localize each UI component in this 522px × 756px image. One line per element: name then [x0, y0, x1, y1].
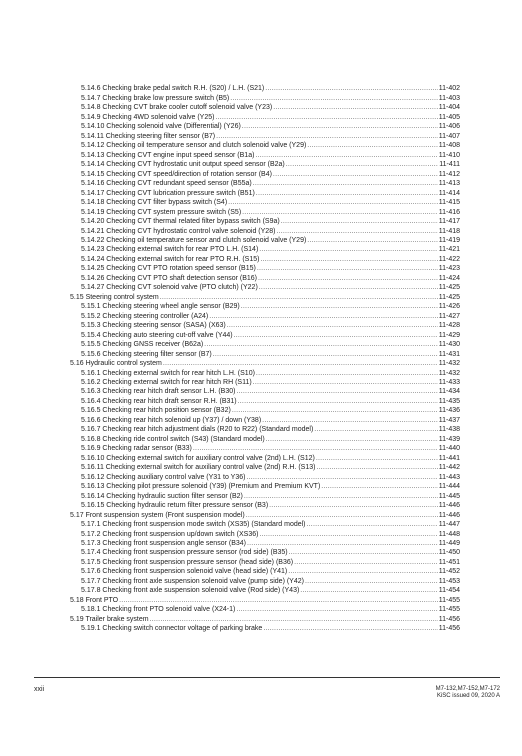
toc-entry-page: 11-426: [438, 303, 460, 311]
toc-leader-dots: [300, 586, 437, 595]
toc-entry-page: 11-422: [438, 255, 460, 263]
toc-entry[interactable]: [70, 387, 460, 396]
toc-leader-dots: [260, 255, 437, 264]
toc-entry-title: 5.16 Hydraulic control system: [70, 360, 162, 368]
toc-leader-dots: [247, 539, 438, 548]
toc-leader-dots: [316, 463, 437, 472]
footer-page-number: xxii: [34, 686, 45, 693]
toc-leader-dots: [209, 312, 437, 321]
toc-entry-title: 5.14.27 Checking CVT solenoid valve (PTO clutch) (Y22): [81, 284, 258, 292]
toc-leader-dots: [256, 369, 438, 378]
toc-leader-dots: [314, 425, 437, 434]
toc-entry-page: 11-439: [438, 435, 460, 443]
toc-entry-title: 5.19.1 Checking switch connector voltage of parking brake: [81, 625, 263, 633]
toc-entry-title: 5.18 Front PTO: [70, 596, 119, 604]
toc-entry-page: 11-421: [438, 246, 460, 254]
toc-leader-dots: [246, 473, 437, 482]
toc-entry-title: 5.15.1 Checking steering wheel angle sensor (B29): [81, 303, 240, 311]
toc-entry-title: 5.16.6 Checking rear hitch solenoid up (Y37) / down (Y38): [81, 416, 262, 424]
toc-leader-dots: [286, 160, 438, 169]
toc-entry-page: 11-425: [438, 284, 460, 292]
toc-entry-title: 5.14.7 Checking brake low pressure switch (B5): [81, 94, 230, 102]
toc-entry-title: 5.17.1 Checking front suspension mode switch (XS35) (Standard model): [81, 521, 306, 529]
toc-leader-dots: [204, 340, 438, 349]
toc-entry-title: 5.14.19 Checking CVT system pressure switch (S5): [81, 208, 242, 216]
toc-leader-dots: [193, 444, 438, 453]
toc-entry-title: 5.16.5 Checking rear hitch position sensor (B32): [81, 407, 231, 415]
toc-entry[interactable]: [70, 472, 460, 481]
toc-entry-page: 11-427: [438, 312, 460, 320]
footer-models: M7-132,M7-152,M7-172: [435, 686, 500, 692]
toc-entry-title: 5.15.6 Checking steering filter sensor (B7): [81, 350, 212, 358]
toc-entry-page: 11-408: [438, 142, 460, 150]
toc-entry-page: 11-404: [438, 104, 460, 112]
toc-entry[interactable]: [70, 254, 460, 263]
toc-leader-dots: [257, 264, 438, 273]
toc-leader-dots: [236, 605, 437, 614]
toc-entry-title: 5.16.1 Checking external switch for rear hitch L.H. (S10): [81, 369, 255, 377]
toc-leader-dots: [213, 350, 438, 359]
toc-entry[interactable]: [70, 141, 460, 150]
toc-entry[interactable]: [70, 84, 460, 93]
toc-entry[interactable]: [70, 453, 460, 462]
toc-entry-page: 11-446: [438, 511, 460, 519]
toc-entry-title: 5.16.13 Checking pilot pressure solenoid (Y39) (Premium and Premium KVT): [81, 483, 321, 491]
toc-entry-title: 5.16.14 Checking hydraulic suction filter sensor (B2): [81, 492, 243, 500]
toc-entry-page: 11-444: [438, 483, 460, 491]
toc-entry[interactable]: [70, 131, 460, 140]
toc-entry[interactable]: [70, 236, 460, 245]
toc-entry[interactable]: [70, 122, 460, 131]
toc-entry-page: 11-445: [438, 492, 460, 500]
toc-entry-page: 11-442: [438, 464, 460, 472]
toc-entry-title: 5.14.6 Checking brake pedal switch R.H. (S20) / L.H. (S21): [81, 85, 265, 93]
toc-entry[interactable]: [70, 444, 460, 453]
toc-entry-page: 11-412: [438, 170, 460, 178]
toc-leader-dots: [216, 132, 438, 141]
toc-entry[interactable]: [70, 624, 460, 633]
toc-entry-page: 11-456: [438, 625, 460, 633]
toc-entry-page: 11-452: [438, 568, 460, 576]
toc-entry-page: 11-423: [438, 265, 460, 273]
toc-leader-dots: [232, 406, 438, 415]
toc-entry-page: 11-446: [438, 502, 460, 510]
footer-document-info: [436, 686, 500, 700]
toc-entry-page: 11-407: [438, 132, 460, 140]
toc-entry[interactable]: [70, 340, 460, 349]
toc-entry[interactable]: [70, 586, 460, 595]
toc-leader-dots: [273, 103, 438, 112]
toc-entry-title: 5.16.11 Checking external switch for auxiliary control valve (2nd) R.H. (S13): [81, 464, 316, 472]
toc-entry[interactable]: [70, 463, 460, 472]
toc-leader-dots: [242, 208, 438, 217]
toc-entry-title: 5.15 Steering control system: [70, 293, 159, 301]
toc-entry-title: 5.16.15 Checking hydraulic return filter pressure sensor (B3): [81, 502, 269, 510]
toc-entry-title: 5.14.21 Checking CVT hydrostatic control valve solenoid (Y28): [81, 227, 276, 235]
toc-entry-page: 11-430: [438, 341, 460, 349]
toc-leader-dots: [228, 198, 438, 207]
toc-entry-page: 11-435: [438, 397, 460, 405]
toc-leader-dots: [227, 321, 438, 330]
toc-entry[interactable]: [70, 321, 460, 330]
toc-leader-dots: [215, 113, 437, 122]
toc-entry[interactable]: [70, 510, 460, 519]
toc-leader-dots: [253, 378, 438, 387]
toc-entry-page: 11-405: [438, 113, 460, 121]
toc-entry[interactable]: [70, 311, 460, 320]
toc-entry[interactable]: [70, 217, 460, 226]
toc-leader-dots: [263, 624, 437, 633]
toc-entry-title: 5.14.8 Checking CVT brake cooler cutoff solenoid valve (Y23): [81, 104, 273, 112]
toc-leader-dots: [307, 520, 438, 529]
toc-entry-page: 11-450: [438, 549, 460, 557]
toc-entry[interactable]: [70, 520, 460, 529]
toc-entry[interactable]: [70, 557, 460, 566]
toc-leader-dots: [307, 141, 437, 150]
toc-entry[interactable]: [70, 207, 460, 216]
toc-entry[interactable]: [70, 349, 460, 358]
toc-entry-title: 5.17.7 Checking front axle suspension solenoid valve (pump side) (Y42): [81, 577, 304, 585]
toc-leader-dots: [255, 151, 437, 160]
toc-entry-page: 11-437: [438, 416, 460, 424]
toc-entry-title: 5.17.6 Checking front suspension solenoid valve (head side) (Y41): [81, 568, 288, 576]
toc-entry[interactable]: [70, 396, 460, 405]
toc-entry-title: 5.15.5 Checking GNSS receiver (B62a): [81, 341, 204, 349]
toc-entry[interactable]: [70, 378, 460, 387]
toc-leader-dots: [266, 435, 438, 444]
toc-entry-title: 5.16.8 Checking ride control switch (S43) (Standard model): [81, 435, 265, 443]
toc-leader-dots: [230, 94, 437, 103]
toc-entry-page: 11-428: [438, 322, 460, 330]
toc-entry[interactable]: [70, 406, 460, 415]
toc-entry-page: 11-411: [439, 161, 460, 169]
toc-entry-title: 5.14.12 Checking oil temperature sensor and clutch solenoid valve (Y29): [81, 142, 307, 150]
toc-entry-title: 5.14.17 Checking CVT lubrication pressure switch (B51): [81, 189, 255, 197]
toc-leader-dots: [288, 567, 437, 576]
toc-entry-title: 5.14.16 Checking CVT redundant speed sensor (B55a): [81, 180, 252, 188]
toc-entry-page: 11-410: [438, 151, 460, 159]
toc-entry-title: 5.17.2 Checking front suspension up/down switch (XS36): [81, 530, 259, 538]
toc-entry-page: 11-432: [438, 369, 460, 377]
toc-leader-dots: [259, 283, 438, 292]
toc-leader-dots: [276, 227, 437, 236]
toc-entry[interactable]: [70, 482, 460, 491]
toc-leader-dots: [163, 359, 438, 368]
toc-entry-title: 5.17.3 Checking front suspension angle sensor (B34): [81, 539, 246, 547]
toc-entry[interactable]: [70, 359, 460, 368]
toc-entry-title: 5.14.9 Checking 4WD solenoid valve (Y25): [81, 113, 215, 121]
toc-entry[interactable]: [70, 103, 460, 112]
toc-entry-title: 5.14.11 Checking steering filter sensor (B7): [81, 132, 216, 140]
toc-leader-dots: [242, 122, 438, 131]
toc-leader-dots: [234, 331, 438, 340]
toc-entry[interactable]: [70, 160, 460, 169]
toc-leader-dots: [119, 596, 438, 605]
toc-leader-dots: [150, 615, 438, 624]
toc-entry[interactable]: [70, 567, 460, 576]
toc-entry-title: 5.14.24 Checking external switch for rear PTO R.H. (S15): [81, 255, 260, 263]
toc-entry-page: 11-448: [438, 530, 460, 538]
toc-entry[interactable]: [70, 150, 460, 159]
toc-entry-page: 11-432: [438, 360, 460, 368]
toc-leader-dots: [305, 577, 438, 586]
toc-entry-title: 5.18.1 Checking front PTO solenoid valve (X24-1): [81, 606, 236, 614]
toc-entry-page: 11-417: [438, 218, 460, 226]
toc-entry-title: 5.16.2 Checking external switch for rear hitch RH (S11): [81, 379, 252, 386]
toc-entry-page: 11-451: [438, 558, 460, 566]
toc-entry-title: 5.17 Front suspension system (Front suspension model): [70, 511, 245, 519]
toc-entry[interactable]: [70, 330, 460, 339]
toc-leader-dots: [281, 217, 438, 226]
toc-entry[interactable]: [70, 595, 460, 604]
toc-leader-dots: [307, 236, 437, 245]
toc-entry-page: 11-440: [438, 445, 460, 453]
toc-leader-dots: [256, 189, 438, 198]
toc-entry-page: 11-413: [438, 180, 460, 188]
toc-entry-page: 11-415: [438, 199, 460, 207]
toc-entry-title: 5.14.10 Checking solenoid valve (Differential) (Y26): [81, 123, 241, 131]
toc-entry[interactable]: [70, 273, 460, 282]
toc-entry-page: 11-447: [438, 521, 460, 529]
toc-entry-page: 11-455: [438, 596, 460, 604]
toc-entry-page: 11-416: [438, 208, 460, 216]
toc-leader-dots: [258, 274, 438, 283]
toc-leader-dots: [253, 179, 438, 188]
toc-leader-dots: [273, 170, 438, 179]
toc-entry-title: 5.14.13 Checking CVT engine input speed sensor (B1a): [81, 151, 255, 159]
toc-entry[interactable]: [70, 188, 460, 197]
toc-entry-page: 11-436: [438, 407, 460, 415]
toc-entry-page: 11-425: [438, 293, 460, 301]
toc-entry[interactable]: [70, 283, 460, 292]
toc-entry-page: 11-443: [438, 473, 460, 481]
toc-leader-dots: [238, 397, 438, 406]
toc-entry[interactable]: [70, 614, 460, 623]
toc-entry-page: 11-453: [438, 577, 460, 585]
toc-leader-dots: [269, 501, 438, 510]
toc-entry-title: 5.14.23 Checking external switch for rear PTO L.H. (S14): [81, 246, 259, 254]
toc-entry-title: 5.14.15 Checking CVT speed/direction of rotation sensor (B4): [81, 170, 272, 178]
toc-leader-dots: [241, 302, 438, 311]
toc-entry[interactable]: [70, 415, 460, 424]
toc-entry-page: 11-433: [438, 379, 460, 386]
toc-entry[interactable]: [70, 368, 460, 377]
toc-entry-title: 5.16.4 Checking rear hitch draft sensor R.H. (B31): [81, 397, 237, 405]
toc-entry-title: 5.16.12 Checking auxiliary control valve (Y31 to Y36): [81, 473, 246, 481]
toc-entry-page: 11-418: [438, 227, 460, 235]
toc-entry-title: 5.17.4 Checking front suspension pressure sensor (rod side) (B35): [81, 549, 288, 557]
toc-entry-title: 5.16.9 Checking radar sensor (B33): [81, 445, 192, 453]
toc-entry-page: 11-419: [438, 236, 460, 244]
toc-entry[interactable]: [70, 576, 460, 585]
toc-leader-dots: [160, 293, 438, 302]
toc-entry-title: 5.14.14 Checking CVT hydrostatic unit output speed sensor (B2a): [81, 161, 285, 169]
toc-entry-page: 11-441: [438, 454, 460, 462]
toc-entry-title: 5.15.4 Checking auto steering cut-off valve (Y44): [81, 331, 233, 339]
toc-entry[interactable]: [70, 264, 460, 273]
toc-entry-title: 5.14.18 Checking CVT filter bypass switch (S4): [81, 199, 228, 207]
toc-entry[interactable]: [70, 245, 460, 254]
toc-entry-title: 5.16.3 Checking rear hitch draft sensor L.H. (B30): [81, 388, 236, 396]
toc-entry-title: 5.14.22 Checking oil temperature sensor and clutch solenoid valve (Y29): [81, 236, 307, 244]
footer-divider: [34, 677, 500, 678]
toc-entry-title: 5.17.5 Checking front suspension pressure sensor (head side) (B36): [81, 558, 294, 566]
toc-leader-dots: [289, 548, 438, 557]
toc-entry[interactable]: [70, 179, 460, 188]
toc-entry-title: 5.14.20 Checking CVT thermal related filter bypass switch (S9a): [81, 218, 280, 226]
toc-entry-page: 11-424: [438, 274, 460, 282]
toc-entry[interactable]: [70, 93, 460, 102]
toc-entry[interactable]: [70, 434, 460, 443]
toc-entry-title: 5.14.26 Checking CVT PTO shaft detection sensor (B16): [81, 274, 258, 282]
toc-leader-dots: [262, 416, 438, 425]
toc-entry[interactable]: [70, 548, 460, 557]
toc-entry[interactable]: [70, 302, 460, 311]
toc-entry-page: 11-403: [438, 94, 460, 102]
footer-issue: KiSC issued 09, 2020 A: [436, 693, 500, 699]
toc-leader-dots: [294, 558, 438, 567]
toc-entry[interactable]: [70, 226, 460, 235]
toc-leader-dots: [246, 511, 438, 520]
toc-entry-page: 11-438: [438, 426, 460, 434]
toc-leader-dots: [259, 245, 437, 254]
table-of-contents: [70, 84, 460, 633]
toc-entry[interactable]: [70, 169, 460, 178]
toc-entry[interactable]: [70, 491, 460, 500]
toc-entry-title: 5.17.8 Checking front axle suspension solenoid valve (Rod side) (Y43): [81, 587, 300, 595]
toc-entry[interactable]: [70, 292, 460, 301]
toc-leader-dots: [265, 84, 437, 93]
toc-leader-dots: [321, 482, 437, 491]
toc-entry-title: 5.14.25 Checking CVT PTO rotation speed sensor (B15): [81, 265, 256, 273]
toc-entry-page: 11-454: [438, 587, 460, 595]
toc-entry-page: 11-456: [438, 615, 460, 623]
toc-entry[interactable]: [70, 425, 460, 434]
toc-entry-page: 11-434: [438, 388, 460, 396]
toc-entry[interactable]: [70, 112, 460, 121]
toc-leader-dots: [259, 530, 437, 539]
toc-entry-title: 5.15.3 Checking steering sensor (SASA) (X63): [81, 322, 226, 330]
toc-entry[interactable]: [70, 605, 460, 614]
toc-leader-dots: [244, 492, 438, 501]
toc-entry-title: 5.16.10 Checking external switch for auxiliary control valve (2nd) L.H. (S12): [81, 454, 315, 462]
toc-entry-page: 11-406: [438, 123, 460, 131]
toc-entry-page: 11-402: [438, 85, 460, 93]
toc-entry-title: 5.19 Trailer brake system: [70, 615, 149, 623]
toc-entry-title: 5.16.7 Checking rear hitch adjustment dials (R20 to R22) (Standard model): [81, 426, 314, 434]
toc-entry-page: 11-431: [438, 350, 460, 358]
toc-entry[interactable]: [70, 529, 460, 538]
toc-entry[interactable]: [70, 539, 460, 548]
toc-entry[interactable]: [70, 501, 460, 510]
toc-entry-page: 11-449: [438, 539, 460, 547]
toc-entry-page: 11-429: [438, 331, 460, 339]
toc-entry-title: 5.15.2 Checking steering controller (A24): [81, 312, 209, 320]
toc-leader-dots: [316, 454, 438, 463]
toc-entry-page: 11-455: [438, 606, 460, 614]
toc-leader-dots: [236, 387, 437, 396]
toc-entry[interactable]: [70, 198, 460, 207]
toc-entry-page: 11-414: [438, 189, 460, 197]
